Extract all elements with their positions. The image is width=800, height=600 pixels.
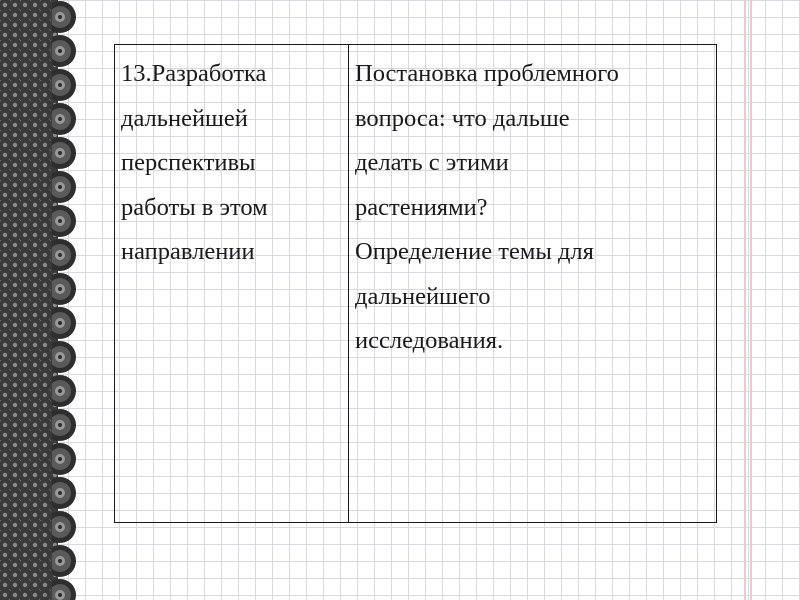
lace-border-decoration xyxy=(0,0,88,600)
table-cell-step: 13.Разработка дальнейшей перспективы работы в этом направлении xyxy=(115,45,349,523)
table-row xyxy=(115,45,717,523)
table-cell-description: Постановка проблемного вопроса: что дальше делать с этими растениями? Определение темы для дальнейшего исследования. xyxy=(349,45,717,523)
margin-line-right xyxy=(750,0,752,600)
content-table xyxy=(114,44,717,523)
margin-line-left xyxy=(744,0,746,600)
